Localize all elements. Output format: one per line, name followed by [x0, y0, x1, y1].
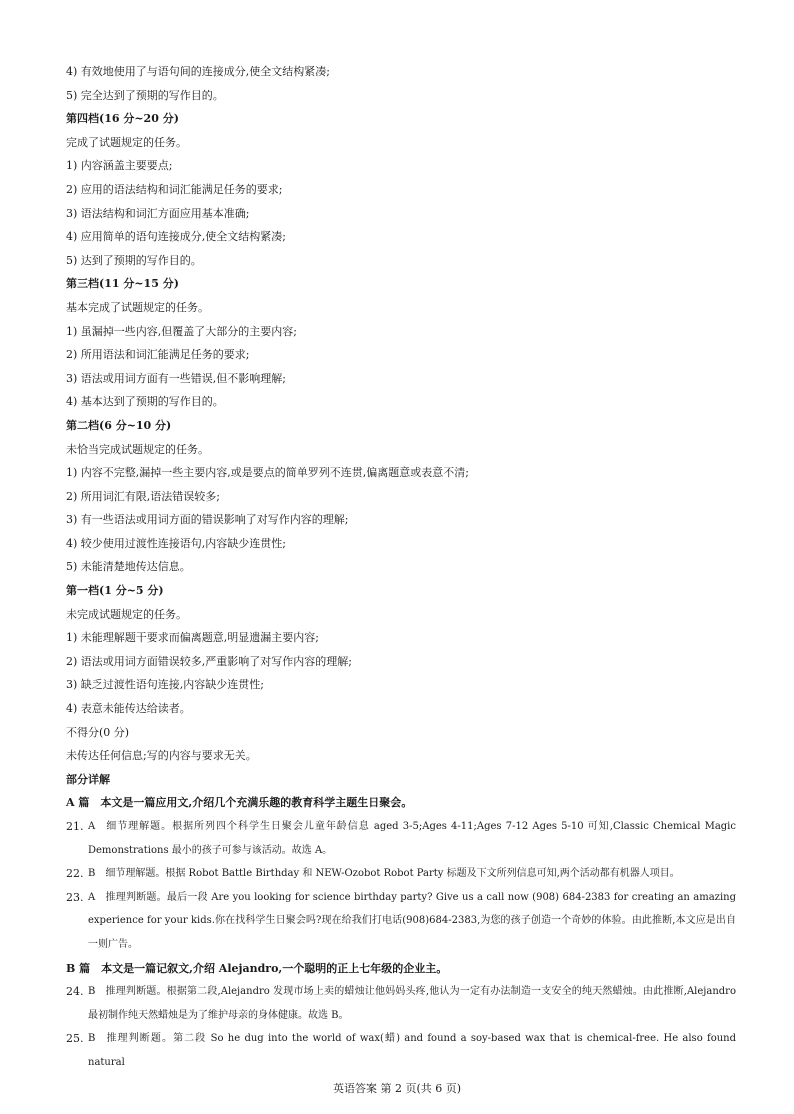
text-line: 未恰当完成试题规定的任务。 — [66, 442, 209, 456]
section-heading: 第一档(1 分~5 分) — [66, 584, 164, 598]
text-line: 1) 未能理解题干要求而偏离题意,明显遗漏主要内容; — [66, 631, 319, 645]
text-line: 2) 语法或用词方面错误较多,严重影响了对写作内容的理解; — [66, 654, 352, 668]
section-heading: 第四档(16 分~20 分) — [66, 112, 179, 126]
text-line: 3) 语法结构和词汇方面应用基本准确; — [66, 206, 250, 220]
text-line: 1) 内容不完整,漏掉一些主要内容,或是要点的简单罗列不连贯,偏离题意或表意不清; — [66, 466, 469, 480]
text-line: 1) 虽漏掉一些内容,但覆盖了大部分的主要内容; — [66, 324, 297, 338]
answer-letter: B — [88, 1033, 96, 1045]
text-line: 2) 所用词汇有限,语法错误较多; — [66, 489, 220, 503]
question-item — [66, 886, 736, 957]
question-number: 25. — [66, 1032, 84, 1046]
text-line: 4) 较少使用过渡性连接语句,内容缺少连贯性; — [66, 536, 286, 550]
question-explanation — [88, 815, 736, 862]
text-line: 完成了试题规定的任务。 — [66, 135, 187, 149]
text-line: 3) 缺乏过渡性语句连接,内容缺少连贯性; — [66, 678, 264, 692]
section-heading: A 篇 本文是一篇应用文,介绍几个充满乐趣的教育科学主题生日聚会。 — [66, 796, 413, 810]
text-line: 基本完成了试题规定的任务。 — [66, 300, 209, 314]
explanation-text: 推理判断题。最后一段 Are you looking for science birthday party? Give us a call now (908) 684-2383 for creating an amazing experience for your kids.你在找科学生日聚会吗?现在给我们打电话(908)684-2383,为您的孩子创造一个奇妙的体验。由此推断,本文应是出自一则广告。 — [88, 891, 736, 950]
explanation-text: 细节理解题。根据所列四个科学生日聚会儿童年龄信息 aged 3-5;Ages 4-11;Ages 7-12 Ages 5-10 可知,Classic Chemical Magic Demonstrations 最小的孩子可参与该活动。故选 A。 — [88, 821, 736, 856]
text-line: 2) 所用语法和词汇能满足任务的要求; — [66, 348, 250, 362]
text-line: 3) 语法或用词方面有一些错误,但不影响理解; — [66, 371, 286, 385]
questions-section-a — [66, 815, 736, 957]
question-item — [66, 980, 736, 1027]
question-explanation — [88, 1027, 736, 1074]
section-heading: 部分详解 — [66, 772, 110, 786]
text-line: 1) 内容涵盖主要要点; — [66, 159, 173, 173]
answer-letter: A — [88, 891, 96, 903]
text-line: 未完成试题规定的任务。 — [66, 607, 187, 621]
page-content — [66, 60, 736, 1075]
question-number: 23. — [66, 890, 84, 904]
question-explanation — [88, 862, 736, 886]
rubric-lines — [66, 60, 736, 815]
answer-letter: B — [88, 986, 96, 998]
question-item — [66, 1027, 736, 1074]
page-footer: 英语答案 第 2 页(共 6 页) — [332, 1082, 462, 1095]
text-line: 4) 基本达到了预期的写作目的。 — [66, 395, 224, 409]
question-number: 21. — [66, 820, 84, 833]
section-b-heading: B 篇 本文是一篇记叙文,介绍 Alejandro,一个聪明的正上七年级的企业主。 — [66, 961, 448, 975]
text-line: 5) 完全达到了预期的写作目的。 — [66, 88, 224, 102]
text-line: 不得分(0 分) — [66, 725, 130, 739]
question-explanation — [88, 980, 736, 1027]
explanation-text: 推理判断题。第二段 So he dug into the world of wax(蜡) and found a soy-based wax that is chemical-free. He also found natural — [88, 1033, 736, 1068]
section-heading: 第二档(6 分~10 分) — [66, 418, 172, 432]
text-line: 4) 表意未能传达给读者。 — [66, 702, 191, 716]
text-line: 2) 应用的语法结构和词汇能满足任务的要求; — [66, 182, 283, 196]
question-number: 22. — [66, 867, 84, 881]
explanation-text: 推理判断题。根据第二段,Alejandro 发现市场上卖的蜡烛让他妈妈头疼,他认为一定有办法制造一支安全的纯天然蜡烛。由此推断,Alejandro 最初制作纯天然蜡烛是为了维护母亲的身体健康。故选 B。 — [88, 986, 736, 1021]
question-item — [66, 815, 736, 862]
text-line: 未传达任何信息;写的内容与要求无关。 — [66, 749, 257, 763]
question-explanation — [88, 886, 736, 957]
question-item — [66, 862, 736, 886]
text-line: 3) 有一些语法或用词方面的错误影响了对写作内容的理解; — [66, 513, 349, 527]
section-heading: 第三档(11 分~15 分) — [66, 277, 179, 291]
answer-letter: B — [88, 868, 96, 880]
text-line: 4) 应用简单的语句连接成分,使全文结构紧凑; — [66, 230, 286, 244]
explanation-text: 细节理解题。根据 Robot Battle Birthday 和 NEW-Ozobot Robot Party 标题及下文所列信息可知,两个活动都有机器人项目。 — [105, 868, 680, 880]
text-line: 5) 达到了预期的写作目的。 — [66, 253, 202, 267]
answer-letter: A — [88, 821, 96, 832]
questions-section-b — [66, 980, 736, 1074]
text-line: 5) 未能清楚地传达信息。 — [66, 560, 191, 574]
text-line: 4) 有效地使用了与语句间的连接成分,使全文结构紧凑; — [66, 65, 330, 78]
question-number: 24. — [66, 985, 84, 999]
